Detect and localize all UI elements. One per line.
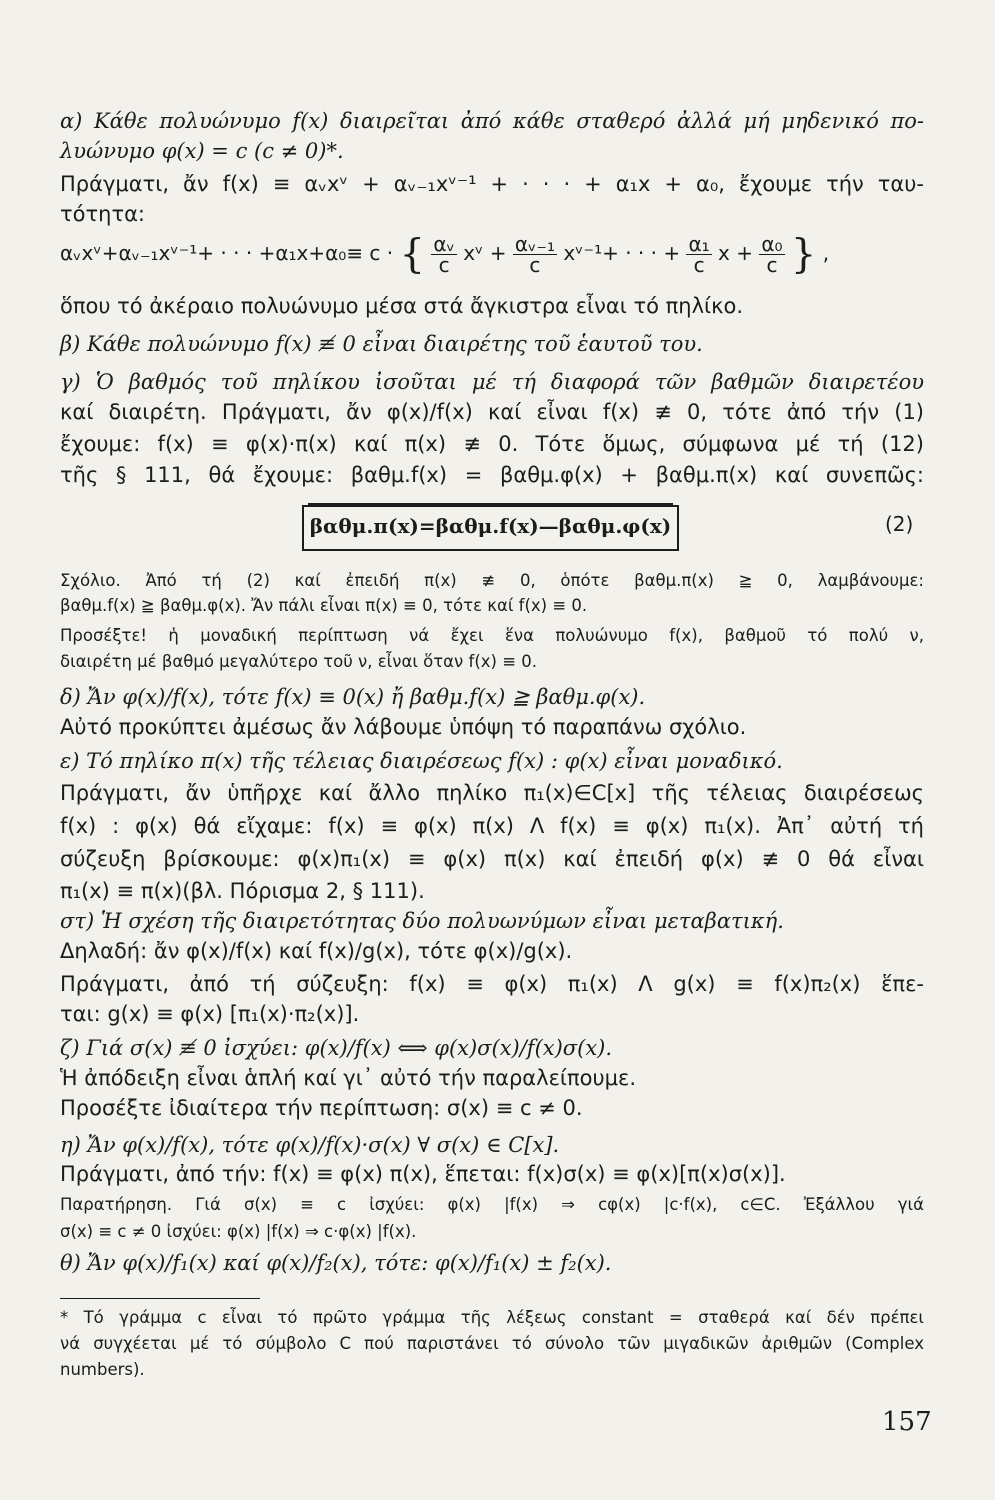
text-line-25: Πράγματι, ἀπό τή σύζευξη: f(x) ≡ φ(x) π₁(x) Λ g(x) ≡ f(x)π₂(x) ἕπε- (60, 972, 924, 996)
formula-left: αᵥxᵛ+αᵥ₋₁xᵛ⁻¹+ · · · +α₁x+α₀≡ c · (60, 241, 394, 265)
formula-term-2: xᵛ⁻¹+ · · · + (563, 241, 681, 265)
text-line-4: τότητα: (60, 202, 146, 226)
text-line-23: στ) Ἡ σχέση τῆς διαιρετότητας δύο πολυωνύμων εἶναι μεταβατική. (60, 909, 784, 933)
fraction-1: $\frac{\text{αᵥ}}{c}$ (433, 232, 455, 277)
text-line-24: Δηλαδή: ἄν φ(x)/f(x) καί f(x)/g(x), τότε φ(x)/g(x). (60, 939, 573, 963)
text-line-22: π₁(x) ≡ π(x)(βλ. Πόρισμα 2, § 111). (60, 879, 425, 903)
formula-term-3: x + (718, 241, 753, 265)
page-number: 157 (882, 1407, 932, 1437)
footnote-rule (60, 1298, 260, 1299)
fraction-3: $\frac{\text{α₁}}{c}$ (688, 232, 710, 277)
text-line-27: ζ) Γιά σ(x) ≢ 0 ἰσχύει: φ(x)/f(x) ⟺ φ(x)σ(x)/f(x)σ(x). (60, 1036, 613, 1060)
text-line-12: Σχόλιο. Ἀπό τή (2) καί ἐπειδή π(x) ≢ 0, ὁπότε βαθμ.π(x) ≧ 0, λαμβάνουμε: (60, 571, 924, 590)
text-line-16: δ) Ἄν φ(x)/f(x), τότε f(x) ≡ 0(x) ἤ βαθμ.f(x) ≧ βαθμ.φ(x). (60, 685, 646, 709)
text-line-9: καί διαιρέτη. Πράγματι, ἄν φ(x)/f(x) καί εἶναι f(x) ≢ 0, τότε ἀπό τήν (1) (60, 400, 924, 424)
text-line-21: σύζευξη βρίσκουμε: φ(x)π₁(x) ≡ φ(x) π(x) καί ἐπειδή φ(x) ≢ 0 θά εἶναι (60, 847, 924, 871)
text-line-2: λυώνυμο φ(x) = c (c ≠ 0)*. (60, 139, 344, 163)
text-line-8: γ) Ὁ βαθμός τοῦ πηλίκου ἰσοῦται μέ τή διαφορά τῶν βαθμῶν διαιρετέου (60, 370, 924, 394)
text-line-26: ται: g(x) ≡ φ(x) [π₁(x)·π₂(x)]. (60, 1002, 360, 1026)
footnote-line-3: numbers). (60, 1360, 145, 1379)
text-line-13: βαθμ.f(x) ≧ βαθμ.φ(x). Ἄν πάλι εἶναι π(x) ≡ 0, τότε καί f(x) ≡ 0. (60, 596, 588, 615)
footnote-line-2: νά συγχέεται μέ τό σύμβολο C πού παριστάνει τό σύνολο τῶν μιγαδικῶν ἀριθμῶν (Complex (60, 1334, 924, 1353)
text-line-34: θ) Ἄν φ(x)/f₁(x) καί φ(x)/f₂(x), τότε: φ(x)/f₁(x) ± f₂(x). (60, 1251, 612, 1275)
text-line-17: Αὐτό προκύπτει ἀμέσως ἄν λάβουμε ὑπόψη τό παραπάνω σχόλιο. (60, 715, 747, 739)
formula-term-1: xᵛ + (463, 241, 507, 265)
right-brace: } (790, 231, 817, 278)
left-brace: { (399, 231, 425, 278)
text-line-10: ἔχουμε: f(x) ≡ φ(x)·π(x) καί π(x) ≢ 0. Τότε ὅμως, σύμφωνα μέ τή (12) (60, 432, 924, 456)
text-line-30: η) Ἄν φ(x)/f(x), τότε φ(x)/f(x)·σ(x) ∀ σ(x) ∈ C[x]. (60, 1133, 560, 1157)
fraction-2: $\frac{\text{αᵥ₋₁}}{c}$ (514, 232, 555, 277)
text-line-1: α) Κάθε πολυώνυμο f(x) διαιρεῖται ἀπό κάθε σταθερό ἀλλά μή μηδενικό πο- (60, 109, 924, 133)
text-line-31: Πράγματι, ἀπό τήν: f(x) ≡ φ(x) π(x), ἕπεται: f(x)σ(x) ≡ φ(x)[π(x)σ(x)]. (60, 1162, 786, 1186)
text-line-19: Πράγματι, ἄν ὑπῆρχε καί ἄλλο πηλίκο π₁(x)∈C[x] τῆς τέλειας διαιρέσεως (60, 781, 924, 805)
text-line-11: τῆς § 111, θά ἔχουμε: βαθμ.f(x) = βαθμ.φ(x) + βαθμ.π(x) καί συνεπῶς: (60, 463, 924, 487)
formula-end: , (822, 241, 830, 265)
text-line-7: β) Κάθε πολυώνυμο f(x) ≢ 0 εἶναι διαιρέτης τοῦ ἑαυτοῦ του. (60, 332, 703, 356)
text-line-28: Ἡ ἀπόδειξη εἶναι ἁπλή καί γι᾽ αὐτό τήν παραλείπουμε. (60, 1066, 637, 1090)
footnote-line-1: * Τό γράμμα c εἶναι τό πρῶτο γράμμα τῆς λέξεως constant = σταθερά καί δέν πρέπει (60, 1308, 924, 1327)
equation-number: (2) (885, 512, 914, 536)
boxed-formula-text: βαθμ.π(x)=βαθμ.f(x)—βαθμ.φ(x) (309, 514, 672, 538)
text-line-33: σ(x) ≡ c ≠ 0 ἰσχύει: φ(x) |f(x) ⇒ c·φ(x) |f(x). (60, 1222, 417, 1241)
text-line-18: ε) Τό πηλίκο π(x) τῆς τέλειας διαιρέσεως f(x) : φ(x) εἶναι μοναδικό. (60, 749, 783, 773)
text-line-14: Προσέξτε! ἡ μοναδική περίπτωση νά ἔχει ἕνα πολυώνυμο f(x), βαθμοῦ τό πολύ ν, (60, 626, 924, 645)
text-line-6: ὅπου τό ἀκέραιο πολυώνυμο μέσα στά ἄγκιστρα εἶναι τό πηλίκο. (60, 294, 744, 318)
text-line-15: διαιρέτη μέ βαθμό μεγαλύτερο τοῦ ν, εἶναι ὅταν f(x) ≡ 0. (60, 652, 538, 671)
boxed-formula (302, 505, 679, 551)
identity-formula (60, 228, 924, 278)
text-line-3: Πράγματι, ἄν f(x) ≡ αᵥxᵛ + αᵥ₋₁xᵛ⁻¹ + · · · + α₁x + α₀, ἔχουμε τήν ταυ- (60, 172, 924, 196)
text-line-32: Παρατήρηση. Γιά σ(x) ≡ c ἰσχύει: φ(x) |f(x) ⇒ cφ(x) |c·f(x), c∈C. Ἐξάλλου γιά (60, 1195, 924, 1214)
text-line-29: Προσέξτε ἰδιαίτερα τήν περίπτωση: σ(x) ≡ c ≠ 0. (60, 1096, 583, 1120)
text-line-20: f(x) : φ(x) θά εἴχαμε: f(x) ≡ φ(x) π(x) Λ f(x) ≡ φ(x) π₁(x). Ἀπ᾽ αὐτή τή (60, 814, 924, 838)
fraction-4: $\frac{\text{α₀}}{c}$ (761, 232, 783, 277)
